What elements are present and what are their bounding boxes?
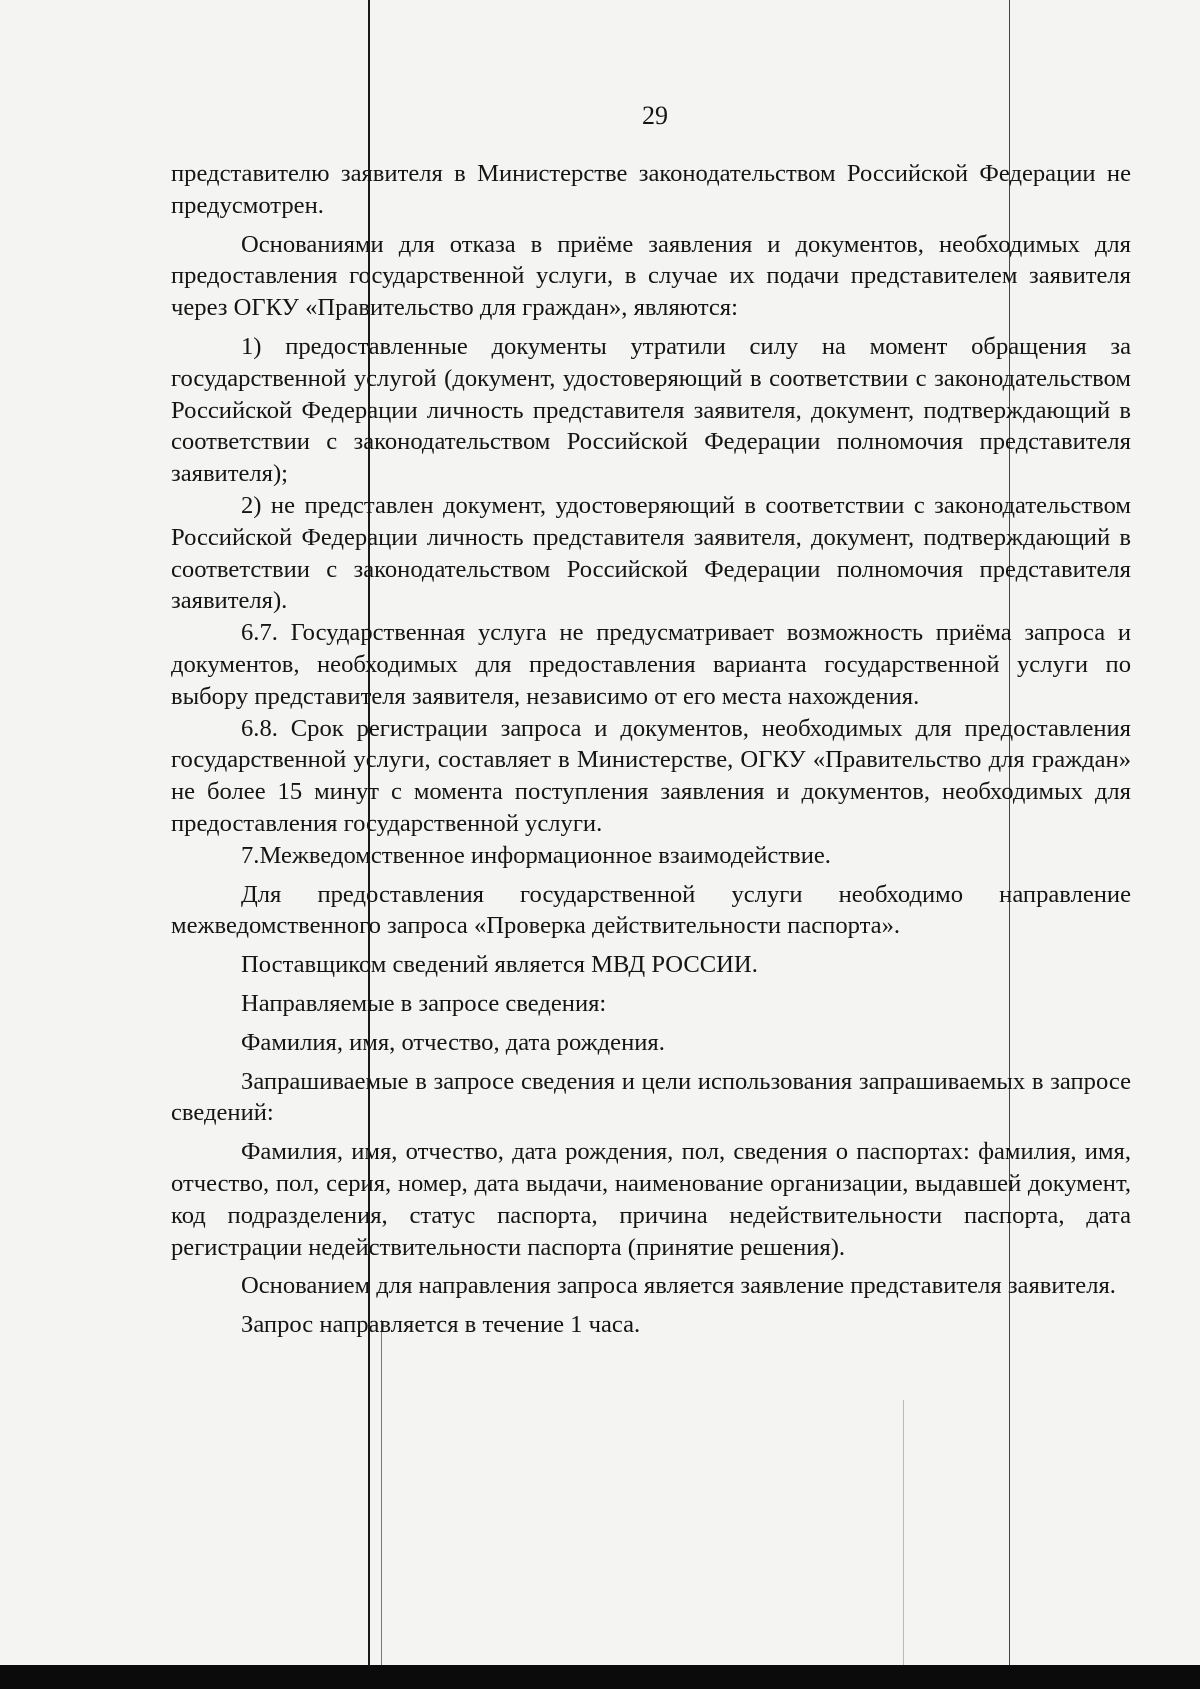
paragraph: 6.8. Срок регистрации запроса и документов, необходимых для предоставления государственной услуги, составляет в Министерстве, ОГКУ «Правительство для граждан» не более 15 минут с момента поступления заявления и документов, необходимых для предоставления государственной услуги. [171, 714, 1131, 837]
paragraph: Запрашиваемые в запросе сведения и цели использования запрашиваемых в запросе сведений: [171, 1067, 1131, 1127]
paragraph: Для предоставления государственной услуги необходимо направление межведомственного запроса «Проверка действительности паспорта». [171, 880, 1131, 940]
scan-artifact-line [381, 1320, 382, 1665]
document-body [171, 158, 1131, 1341]
paragraph: 2) не представлен документ, удостоверяющий в соответствии с законодательством Российской Федерации личность представителя заявителя, документ, подтверждающий в соответствии с законодательством Российской Федерации полномочия представителя заявителя). [171, 491, 1131, 615]
paragraph: Поставщиком сведений является МВД РОССИИ. [241, 951, 758, 979]
paragraph: 7.Межведомственное информационное взаимодействие. [241, 841, 831, 869]
paragraph: представителю заявителя в Министерстве законодательством Российской Федерации не предусмотрен. [171, 160, 1131, 219]
paragraph: 6.7. Государственная услуга не предусматривает возможность приёма запроса и документов, необходимых для предоставления варианта государственной услуги по выбору представителя заявителя, независимо от его места нахождения. [171, 619, 1131, 710]
paragraph: 1) предоставленные документы утратили силу на момент обращения за государственной услугой (документ, удостоверяющий в соответствии с законодательством Российской Федерации личность представителя заявителя, документ, подтверждающий в соответствии с законодательством Российской Федерации полномочия представителя заявителя); [171, 332, 1131, 488]
paragraph: Фамилия, имя, отчество, дата рождения, пол, сведения о паспортах: фамилия, имя, отчество, пол, серия, номер, дата выдачи, наименование организации, выдавшей документ, код подразделения, статус паспорта, причина недействительности паспорта, дата регистрации недействительности паспорта (принятие решения). [171, 1138, 1131, 1261]
page-number: 29 [642, 101, 668, 130]
paragraph: Запрос направляется в течение 1 часа. [241, 1311, 641, 1339]
scan-border-bar [0, 1665, 1200, 1689]
paragraph: Основанием для направления запроса является заявление представителя заявителя. [241, 1272, 1116, 1300]
paragraph: Направляемые в запросе сведения: [241, 989, 607, 1017]
scan-artifact-line [903, 1400, 904, 1665]
paragraph: Основаниями для отказа в приёме заявления и документов, необходимых для предоставления государственной услуги, в случае их подачи представителем заявителя через ОГКУ «Правительство для граждан», являются: [171, 230, 1131, 322]
paragraph: Фамилия, имя, отчество, дата рождения. [241, 1028, 665, 1056]
